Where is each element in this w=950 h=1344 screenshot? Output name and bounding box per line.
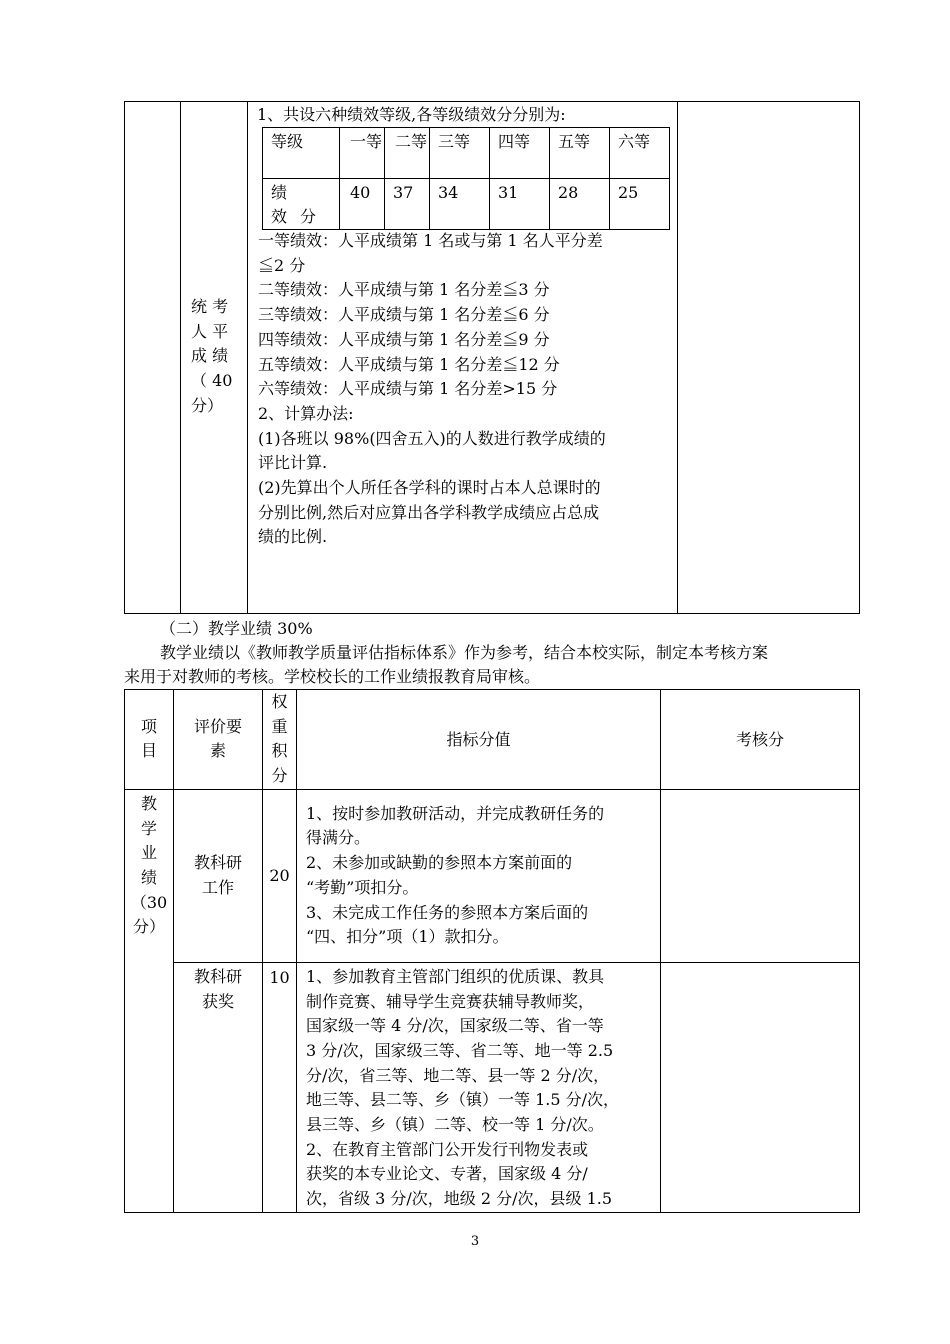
header-weight-line: 权 [271, 692, 288, 711]
item-name-cell [125, 789, 174, 1212]
item-name-line: 学 [140, 818, 157, 838]
indicator-cell [297, 789, 661, 962]
indicator-line: 地三等、县二等、乡（镇）一等 1.5 分/次， [306, 1090, 620, 1110]
rule-line: 2、计算办法: [258, 403, 354, 423]
body-paragraph-line: 教学业绩以《教师教学质量评估指标体系》作为参考，结合本校实际，制定本考核方案 [160, 643, 769, 662]
indicator-line: 制作竞赛、辅导学生竞赛获辅导教师奖， [306, 991, 595, 1011]
rule-line: ≦2 分 [258, 255, 306, 275]
rule-line: 三等绩效：人平成绩与第 1 名分差≦6 分 [258, 305, 550, 325]
score-cell: 40 [340, 179, 385, 230]
indicator-line: 3、未完成工作任务的参照本方案后面的 [306, 902, 589, 922]
item-name-line: 绩 [140, 867, 157, 887]
grade-rules [258, 229, 606, 550]
category-line: （ 40 [191, 371, 233, 391]
rule-line: 四等绩效：人平成绩与第 1 名分差≦9 分 [258, 329, 550, 349]
page-number: 3 [470, 1234, 480, 1249]
indicator-line: 1、参加教育主管部门组织的优质课、教具 [306, 966, 605, 986]
body-paragraph-line: 来用于对教师的考核。学校校长的工作业绩报教育局审核。 [124, 667, 541, 686]
header-element [174, 690, 263, 790]
weight-cell: 10 [263, 962, 297, 1212]
category-line: 分） [191, 395, 224, 415]
element-line: 教科研 [193, 853, 242, 873]
category-cell [181, 102, 248, 614]
indicator-line: 2、未参加或缺勤的参照本方案前面的 [306, 853, 573, 873]
rule-line: 绩的比例. [258, 527, 328, 547]
score-cell: 25 [610, 179, 670, 230]
grade-cell: 六等 [610, 128, 670, 179]
header-item [125, 690, 174, 790]
section-heading: （二）教学业绩 30% [160, 619, 313, 638]
header-item-line: 目 [140, 741, 157, 761]
category-line: 统 考 [191, 297, 229, 316]
element-line: 工作 [201, 877, 234, 897]
score-cell: 31 [490, 179, 550, 230]
rule-line: 六等绩效：人平成绩与第 1 名分差>15 分 [258, 379, 558, 399]
rule-line: 五等绩效：人平成绩与第 1 名分差≦12 分 [258, 354, 560, 374]
header-weight-line: 积 [271, 741, 288, 761]
indicator-line: 县三等、乡（镇）二等、校一等 1 分/次。 [306, 1115, 604, 1135]
grade-table [262, 127, 670, 230]
score-cell [661, 789, 860, 962]
indicator-cell [297, 962, 661, 1212]
score-cell [661, 962, 860, 1212]
item-name-line: 业 [140, 843, 157, 863]
category-line: 成 绩 [191, 346, 229, 366]
indicator-line: 2、在教育主管部门公开发行刊物发表或 [306, 1139, 589, 1159]
category-line: 人 平 [191, 321, 229, 341]
header-element-line: 素 [209, 741, 226, 761]
header-weight-line: 分 [271, 766, 288, 786]
element-cell [174, 962, 263, 1212]
score-cell: 34 [430, 179, 490, 230]
weight-cell: 20 [263, 789, 297, 962]
indicator-line: 获奖的本专业论文、专著，国家级 4 分/ [306, 1164, 588, 1184]
blank-score-cell [678, 102, 860, 614]
grade-cell: 五等 [550, 128, 610, 179]
rule-line: 一等绩效：人平成绩第 1 名或与第 1 名人平分差 [258, 231, 603, 250]
indicator-line: 国家级一等 4 分/次，国家级二等、省一等 [306, 1016, 604, 1036]
criteria-intro: 1、共设六种绩效等级,各等级绩效分分别为: [257, 105, 566, 124]
rule-line: 二等绩效：人平成绩与第 1 名分差≦3 分 [258, 280, 550, 300]
header-indicator: 指标分值 [297, 690, 661, 790]
rule-line: 评比计算. [258, 453, 328, 473]
indicator-line: “考勤”项扣分。 [306, 877, 419, 897]
score-cell: 37 [385, 179, 430, 230]
evaluation-table [124, 689, 860, 1213]
grade-cell: 二等 [385, 128, 430, 179]
header-score: 考核分 [661, 690, 860, 790]
grade-cell: 四等 [490, 128, 550, 179]
indicator-line: “四、扣分”项（1）款扣分。 [306, 927, 509, 947]
item-name-line: 分） [132, 917, 165, 937]
indicator-line: 次，省级 3 分/次，地级 2 分/次，县级 1.5 [306, 1189, 613, 1209]
score-cell: 28 [550, 179, 610, 230]
element-line: 获奖 [201, 991, 234, 1011]
grade-cell: 三等 [430, 128, 490, 179]
header-weight-line: 重 [271, 716, 288, 736]
header-item-line: 项 [140, 716, 157, 736]
element-line: 教科研 [193, 966, 242, 986]
indicator-line: 分/次，省三等、地二等、县一等 2 分/次， [306, 1065, 610, 1085]
rule-line: (2)先算出个人所任各学科的课时占本人总课时的 [258, 478, 601, 498]
indicator-line: 1、按时参加教研活动，并完成教研任务的 [306, 803, 605, 823]
indicator-line: 得满分。 [306, 828, 371, 848]
rule-line: 分别比例,然后对应算出各学科教学成绩应占总成 [258, 502, 600, 522]
blank-cell [125, 102, 181, 614]
element-cell [174, 789, 263, 962]
rule-line: (1)各班以 98%(四舍五入)的人数进行教学成绩的 [258, 428, 606, 448]
grade-cell: 一等 [340, 128, 385, 179]
item-name-line: 教 [140, 793, 157, 813]
header-weight [263, 690, 297, 790]
grade-header-label: 等级 [263, 128, 340, 179]
item-name-line: （30 [130, 892, 168, 912]
header-element-line: 评价要 [193, 716, 242, 736]
indicator-line: 3 分/次，国家级三等、省二等、地一等 2.5 [306, 1040, 614, 1060]
score-row-label: 绩 效分 [263, 179, 340, 230]
